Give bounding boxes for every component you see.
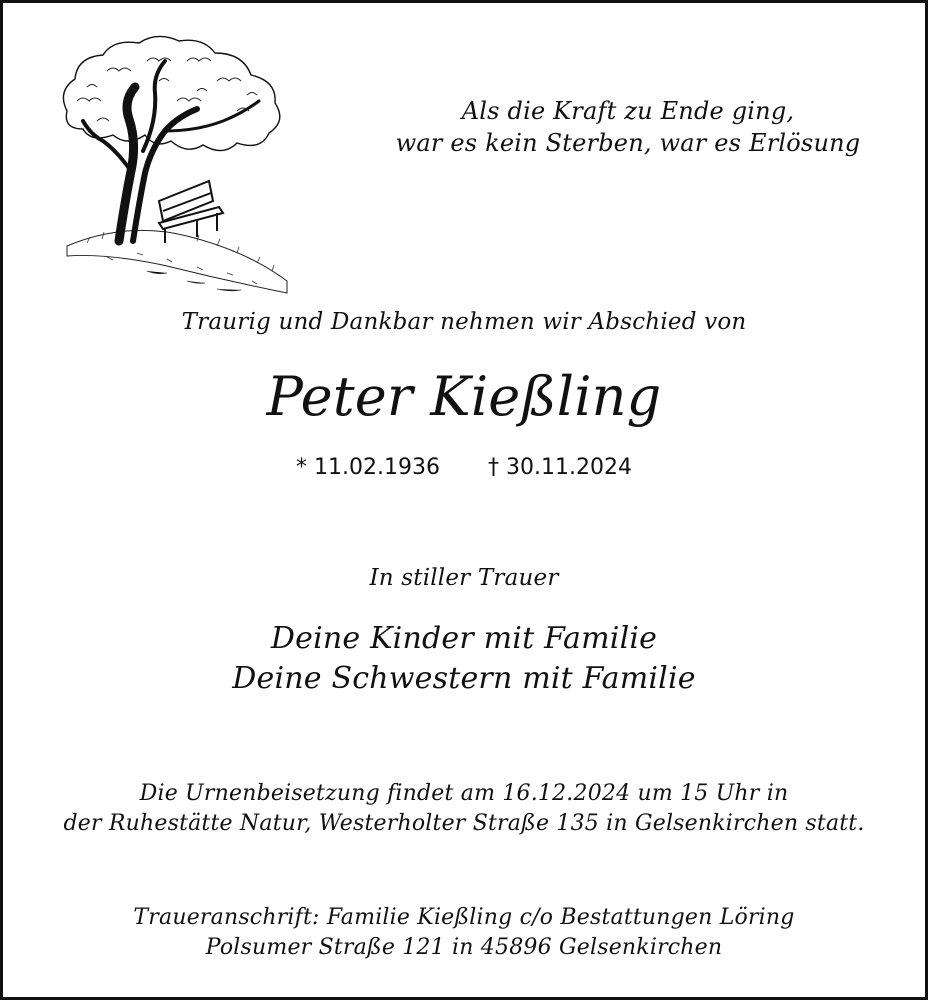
address-line-2: Polsumer Straße 121 in 45896 Gelsenkirchen — [205, 935, 723, 960]
mourning-heading: In stiller Trauer — [369, 565, 559, 591]
quote-line-1: Als die Kraft zu Ende ging, — [461, 97, 795, 125]
family-line-1: Deine Kinder mit Familie — [270, 621, 658, 656]
life-dates — [3, 455, 925, 480]
quote-line-2: war es kein Sterben, war es Erlösung — [395, 129, 861, 157]
tree-with-bench-icon — [47, 31, 297, 301]
burial-line-2: der Ruhestätte Natur, Westerholter Straße 135 in Gelsenkirchen statt. — [63, 811, 865, 836]
burial-line-1: Die Urnenbeisetzung findet am 16.12.2024 um 15 Uhr in — [139, 781, 789, 806]
birth-date: * 11.02.1936 — [296, 455, 440, 480]
family-line-2: Deine Schwestern mit Familie — [232, 661, 696, 696]
intro-text: Traurig und Dankbar nehmen wir Abschied von — [181, 309, 747, 335]
deceased-name: Peter Kießling — [266, 365, 662, 428]
death-date: † 30.11.2024 — [488, 455, 632, 480]
address-line-1: Traueranschrift: Familie Kießling c/o Bestattungen Löring — [133, 905, 795, 930]
